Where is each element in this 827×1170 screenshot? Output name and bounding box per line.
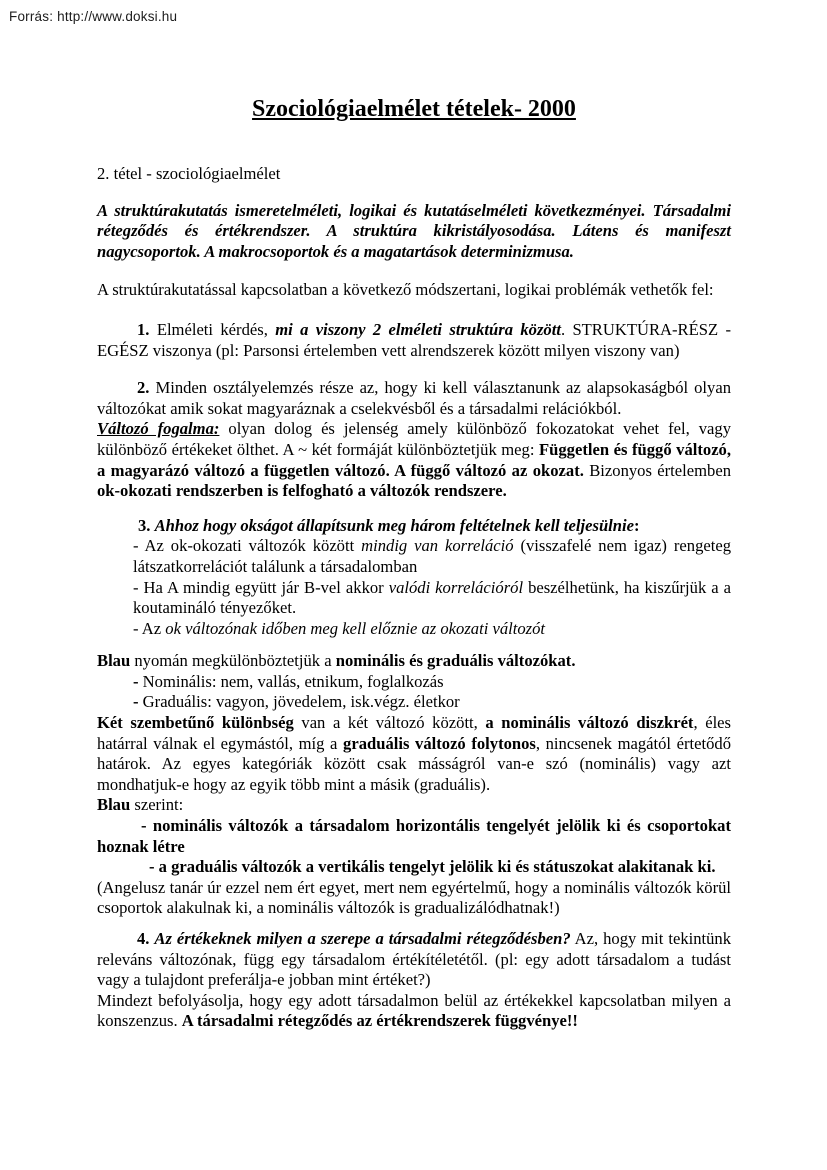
text-run: olyan dolog és jelenség amely különböző fokozatokat vehet fel, vagy különböző értékeket ölthet. A ~ két formáját különböztetjük meg: — [97, 419, 732, 459]
text-run: nyomán megkülönböztetjük a — [130, 651, 336, 671]
nominal-list-item — [97, 672, 731, 693]
text-run: Független és függő változó, a magyarázó változó a független változó. A függő változó az okozat. — [97, 439, 731, 480]
item-3-heading — [133, 516, 731, 537]
angelusz-note-paragraph: (Angelusz tanár úr ezzel nem ért egyet, mert nem egyértelmű, hogy a nominális változók körül csoportok alakulnak ki, a nominális változók is gradualizálódhatnak!) — [97, 877, 731, 918]
text-run: mi a viszony 2 elméleti struktúra között — [275, 319, 561, 339]
dash-bullet: - — [133, 692, 139, 712]
intro-paragraph: A struktúrakutatás ismeretelméleti, logikai és kutatáselméleti következményei. Társadalmi rétegződés és értékrendszer. A struktúra kikristályosodása. Látens és manifeszt nagycsoportok. A makrocsoportok és a magatartások determinizmusa. — [97, 200, 731, 261]
text-run: Nominális: nem, vallás, etnikum, foglalkozás — [138, 671, 444, 691]
closing-paragraph — [97, 991, 731, 1032]
item-2-number: 2. — [137, 378, 150, 398]
difference-paragraph — [97, 713, 731, 795]
text-run: , nincsenek magától értetődő határok. Az egyes kategóriák között csak másságról van-e szó (nominális) vagy azt mondhatjuk-e hogy az egyik több mint a másik (graduális). — [97, 733, 732, 794]
page-title-text: Szociológiaelmélet tételek- 2000 — [252, 96, 576, 122]
item-1-paragraph — [97, 320, 731, 361]
dash-bullet: - — [133, 671, 139, 691]
text-run: - Az ok-okozati változók között — [133, 536, 362, 556]
text-run: ok-okozati rendszerben is felfogható a változók rendszere. — [97, 481, 507, 501]
blau-bullet-nominal: - nominális változók a társadalom horizontális tengelyét jelölik ki és csoportokat hoznak létre — [97, 816, 731, 856]
text-run: ok változónak időben meg kell előznie az okozati változót — [165, 618, 546, 638]
item-3-condition-c — [133, 619, 731, 640]
item-3-condition-a — [133, 536, 731, 577]
variable-term: Változó fogalma: — [97, 419, 220, 439]
text-run: , éles határral válnak el egymástól, míg a — [97, 713, 732, 753]
text-run: - Az — [133, 618, 166, 638]
item-1-number: 1. — [137, 319, 150, 339]
text-run: valódi korrelációról — [388, 577, 524, 597]
lead-paragraph: A struktúrakutatással kapcsolatban a következő módszertani, logikai problémák vethetők fel: — [97, 280, 714, 300]
subtitle: 2. tétel - szociológiaelmélet — [97, 164, 281, 183]
item-2-paragraph — [97, 378, 731, 419]
text-run: . STRUKTÚRA-RÉSZ - EGÉSZ viszonya (pl: Parsonsi értelemben vett alrendszerek között milyen viszony van) — [97, 319, 731, 360]
item-3-condition-b — [133, 578, 731, 619]
text-run: szerint: — [130, 795, 184, 815]
item-4-number: 4. — [137, 929, 155, 948]
text-run: beszélhetünk, ha kiszűrjük a a koutamináló tényezőket. — [133, 577, 731, 618]
item-3-block — [133, 516, 731, 640]
gradual-list-item — [97, 692, 731, 713]
text-run: - Ha A mindig együtt jár B-vel akkor — [133, 577, 389, 597]
blau-name: Blau — [97, 651, 131, 671]
item-3-number: 3. — [138, 515, 155, 535]
item-4-paragraph — [97, 929, 731, 991]
page-title — [97, 96, 731, 122]
text-run: mindig van korreláció — [361, 536, 514, 556]
text-run: Bizonyos értelemben — [583, 460, 732, 480]
document-content — [97, 0, 731, 1032]
text-run: Minden osztályelemzés része az, hogy ki kell választanunk az alapsokaságból olyan változókat amik sokat magyaráznak a cselekvésből és a társadalmi relációkból. — [97, 378, 731, 418]
variable-definition-paragraph — [97, 419, 731, 501]
text-run: van a két változó között, — [293, 713, 486, 733]
text-run: Elméleti kérdés, — [149, 319, 276, 339]
text-run: Ahhoz hogy okságot állapítsunk meg három feltételnek kell teljesülnie — [154, 515, 634, 535]
blau-name: Blau — [97, 795, 131, 815]
text-run: Két szembetűnő különbség — [97, 713, 294, 733]
text-run: Az, hogy mit tekintünk releváns változónak, függ egy társadalom értékítéletétől. (pl: egy adott társadalom a tudást vagy a tulajdont preferálja-e jobban mint értéket?) — [97, 929, 732, 990]
text-run: nominális és graduális változókat. — [335, 651, 576, 671]
blau-intro-paragraph — [97, 651, 731, 672]
text-run: (visszafelé nem igaz) rengeteg látszatkorrelációt találunk a társadalomban — [133, 536, 731, 576]
blau-szerint-paragraph — [97, 795, 731, 816]
blau-bullet-gradual: - a graduális változók a vertikális tengelyt jelölik ki és státuszokat alakitanak ki. — [149, 857, 716, 877]
text-run: a nominális változó diszkrét — [485, 713, 694, 733]
source-note: Forrás: http://www.doksi.hu — [9, 9, 178, 24]
text-run: Mindezt befolyásolja, hogy egy adott társadalmon belül az értékekkel kapcsolatban milyen a konszenzus. — [97, 990, 731, 1031]
text-run: Graduális: vagyon, jövedelem, isk.végz. életkor — [138, 692, 460, 712]
text-run: Az értékeknek milyen a szerepe a társadalmi rétegződésben? — [154, 929, 571, 948]
closing-statement: A társadalmi rétegződés az értékrendszerek függvénye!! — [181, 1011, 578, 1031]
text-run: : — [634, 515, 640, 535]
text-run: graduális változó folytonos — [343, 733, 536, 753]
